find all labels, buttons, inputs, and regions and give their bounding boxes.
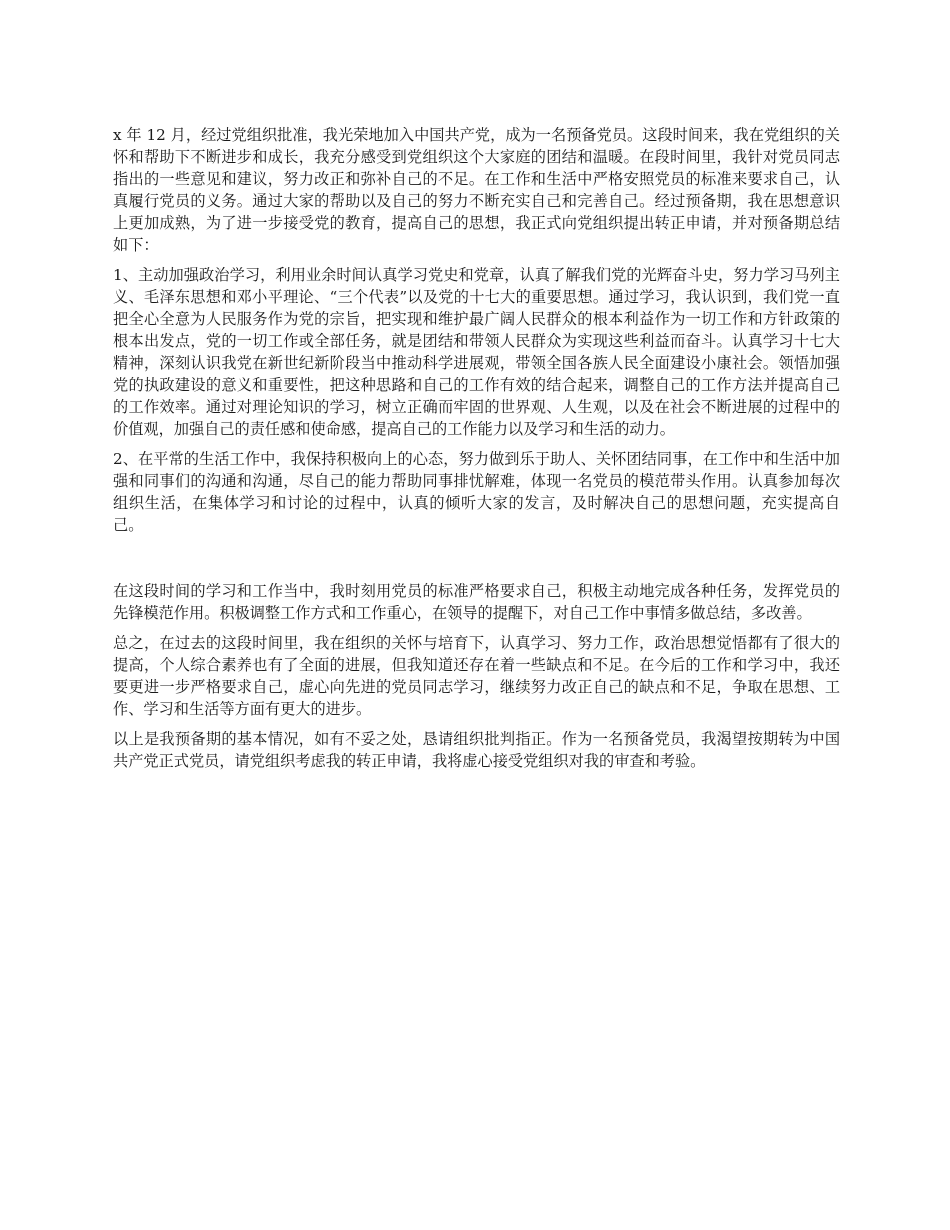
paragraph-closing: 以上是我预备期的基本情况，如有不妥之处，恳请组织批判指正。作为一名预备党员，我渴望按期转为中国共产党正式党员，请党组织考虑我的转正申请，我将虚心接受党组织对我的审查和考验。 (113, 730, 840, 770)
paragraph-spacer (113, 440, 840, 448)
paragraph-study-work: 在这段时间的学习和工作当中，我时刻用党员的标准严格要求自己，积极主动地完成各种任务，发挥党员的先锋模范作用。积极调整工作方式和工作重心，在领导的提醒下，对自己工作中事情多做总结，多改善。 (113, 582, 840, 622)
paragraph-item-1: 1、主动加强政治学习，利用业余时间认真学习党史和党章，认真了解我们党的光辉奋斗史，努力学习马列主义、毛泽东思想和邓小平理论、“三个代表”以及党的十七大的重要思想。通过学习，我认识到，我们党一直把全心全意为人民服务作为党的宗旨，把实现和维护最广阔人民群众的根本利益作为一切工作和方针政策的根本出发点，党的一切工作或全部任务，就是团结和带领人民群众为实现这些利益而奋斗。认真学习十七大精神，深刻认识我党在新世纪新阶段当中推动科学进展观，带领全国各族人民全面建设小康社会。领悟加强党的执政建设的意义和重要性，把这种思路和自己的工作有效的结合起来，调整自己的工作方法并提高自己的工作效率。通过对理论知识的学习，树立正确而牢固的世界观、人生观，以及在社会不断进展的过程中的价值观，加强自己的责任感和使命感，提高自己的工作能力以及学习和生活的动力。 (113, 266, 840, 438)
paragraph-spacer (113, 624, 840, 632)
paragraph-spacer (113, 256, 840, 264)
paragraph-item-2: 2、在平常的生活工作中，我保持积极向上的心态，努力做到乐于助人、关怀团结同事，在工作中和生活中加强和同事们的沟通和沟通，尽自己的能力帮助同事排忧解难，体现一名党员的模范带头作用。认真参加每次组织生活，在集体学习和讨论的过程中，认真的倾听大家的发言，及时解决自己的思想问题，充实提高自己。 (113, 450, 840, 534)
document-body (113, 124, 840, 772)
paragraph-spacer (113, 720, 840, 728)
paragraph-spacer (113, 536, 840, 580)
paragraph-summary: 总之，在过去的这段时间里，我在组织的关怀与培育下，认真学习、努力工作，政治思想觉悟都有了很大的提高，个人综合素养也有了全面的进展，但我知道还存在着一些缺点和不足。在今后的工作和学习中，我还要更进一步严格要求自己，虚心向先进的党员同志学习，继续努力改正自己的缺点和不足，争取在思想、工作、学习和生活等方面有更大的进步。 (113, 634, 840, 718)
paragraph-intro: x 年 12 月，经过党组织批准，我光荣地加入中国共产党，成为一名预备党员。这段时间来，我在党组织的关怀和帮助下不断进步和成长，我充分感受到党组织这个大家庭的团结和温暖。在段时间里，我针对党员同志指出的一些意见和建议，努力改正和弥补自己的不足。在工作和生活中严格安照党员的标准来要求自己，认真履行党员的义务。通过大家的帮助以及自己的努力不断充实自己和完善自己。经过预备期，我在思想意识上更加成熟，为了进一步接受党的教育，提高自己的思想，我正式向党组织提出转正申请，并对预备期总结如下： (113, 126, 840, 254)
